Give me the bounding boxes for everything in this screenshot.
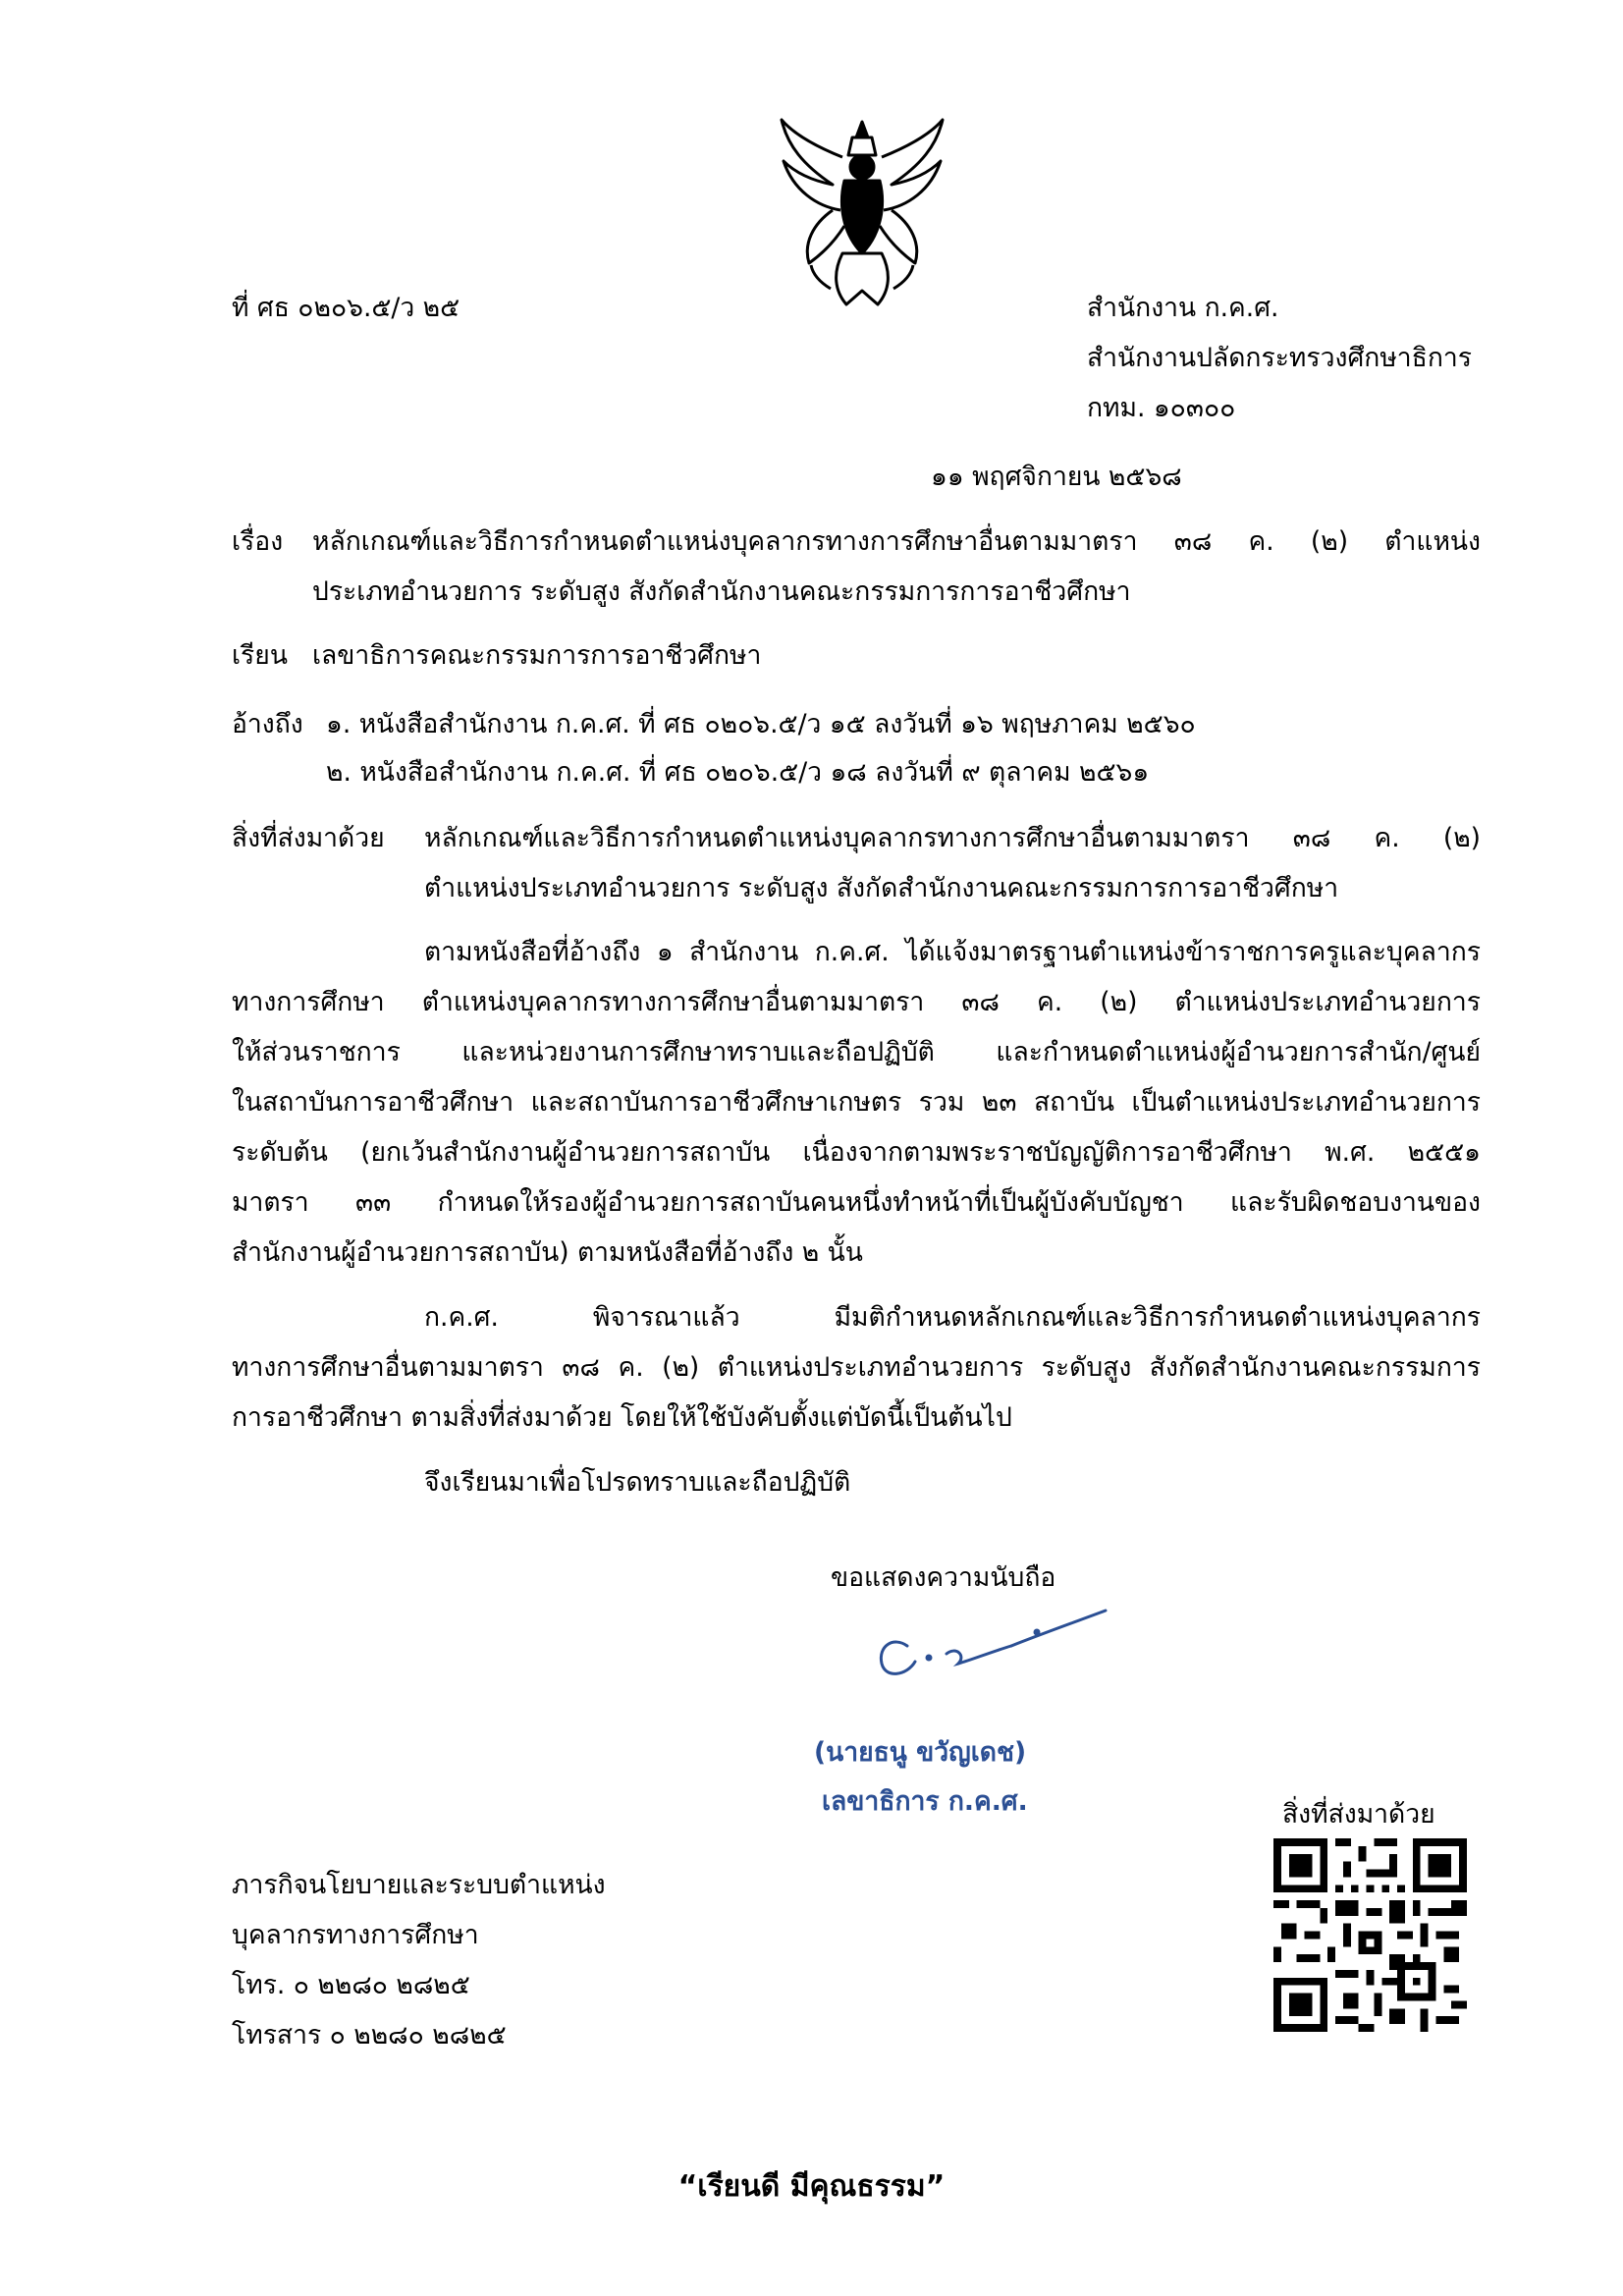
sender-ministry: สำนักงานปลัดกระทรวงศึกษาธิการ [1087, 343, 1473, 373]
signature-icon [864, 1603, 1109, 1691]
qr-code-icon [1273, 1838, 1467, 2032]
enclosure-label: สิ่งที่ส่งมาด้วย [232, 823, 385, 853]
contact-division-2: บุคลากรทางการศึกษา [232, 1920, 479, 1950]
sender-postcode: กทม. ๑๐๓๐๐ [1087, 393, 1236, 423]
subject-label: เรื่อง [232, 526, 284, 557]
document-number: ที่ ศธ ๐๒๐๖.๕/ว ๒๕ [232, 293, 460, 323]
body-paragraph-2-line: ก.ค.ศ. พิจารณาแล้ว มีมติกำหนดหลักเกณฑ์และวิธีการกำหนดตำแหน่งบุคลากร [424, 1302, 1481, 1333]
body-paragraph-1-line: ทางการศึกษา ตำแหน่งบุคลากรทางการศึกษาอื่นตามมาตรา ๓๘ ค. (๒) ตำแหน่งประเภทอำนวยการ [232, 987, 1481, 1017]
signer-title: เลขาธิการ ก.ค.ศ. [822, 1786, 1028, 1817]
body-paragraph-2-line: ทางการศึกษาอื่นตามมาตรา ๓๘ ค. (๒) ตำแหน่งประเภทอำนวยการ ระดับสูง สังกัดสำนักงานคณะกรรมการ [232, 1352, 1481, 1383]
qr-caption: สิ่งที่ส่งมาด้วย [1282, 1799, 1435, 1830]
body-paragraph-1-line: มาตรา ๓๓ กำหนดให้รองผู้อำนวยการสถาบันคนหนึ่งทำหน้าที่เป็นผู้บังคับบัญชา และรับผิดชอบงานของ [232, 1187, 1481, 1218]
enclosure-line-1: หลักเกณฑ์และวิธีการกำหนดตำแหน่งบุคลากรทางการศึกษาอื่นตามมาตรา ๓๘ ค. (๒) [424, 823, 1481, 853]
closing-phrase: ขอแสดงความนับถือ [831, 1562, 1056, 1593]
document-date: ๑๑ พฤศจิกายน ๒๕๖๘ [931, 462, 1182, 492]
to-recipient: เลขาธิการคณะกรรมการการอาชีวศึกษา [312, 640, 762, 671]
body-paragraph-2-line: การอาชีวศึกษา ตามสิ่งที่ส่งมาด้วย โดยให้ใช้บังคับตั้งแต่บัดนี้เป็นต้นไป [232, 1402, 1012, 1433]
enclosure-line-2: ตำแหน่งประเภทอำนวยการ ระดับสูง สังกัดสำนักงานคณะกรรมการการอาชีวศึกษา [424, 873, 1339, 903]
contact-fax: โทรสาร ๐ ๒๒๘๐ ๒๘๒๕ [232, 2020, 507, 2050]
body-paragraph-3: จึงเรียนมาเพื่อโปรดทราบและถือปฏิบัติ [424, 1467, 851, 1498]
slogan: “เรียนดี มีคุณธรรม” [677, 2169, 946, 2204]
body-paragraph-1-line: สำนักงานผู้อำนวยการสถาบัน) ตามหนังสือที่อ้างถึง ๒ นั้น [232, 1237, 863, 1268]
sender-office: สำนักงาน ก.ค.ศ. [1087, 293, 1279, 323]
subject-line-2: ประเภทอำนวยการ ระดับสูง สังกัดสำนักงานคณะกรรมการการอาชีวศึกษา [312, 576, 1131, 607]
body-paragraph-1-line: ให้ส่วนราชการ และหน่วยงานการศึกษาทราบและถือปฏิบัติ และกำหนดตำแหน่งผู้อำนวยการสำนัก/ศูนย์ [232, 1037, 1481, 1067]
garuda-emblem-icon [774, 116, 950, 312]
to-label: เรียน [232, 640, 288, 671]
reference-item-2: ๒. หนังสือสำนักงาน ก.ค.ศ. ที่ ศธ ๐๒๐๖.๕/ว ๑๘ ลงวันที่ ๙ ตุลาคม ๒๕๖๑ [326, 757, 1150, 788]
contact-phone: โทร. ๐ ๒๒๘๐ ๒๘๒๕ [232, 1970, 470, 2000]
contact-division: ภารกิจนโยบายและระบบตำแหน่ง [232, 1870, 606, 1900]
body-paragraph-1-line: ตามหนังสือที่อ้างถึง ๑ สำนักงาน ก.ค.ศ. ได้แจ้งมาตรฐานตำแหน่งข้าราชการครูและบุคลากร [424, 937, 1481, 967]
signer-name: (นายธนู ขวัญเดช) [814, 1737, 1027, 1768]
subject-line-1: หลักเกณฑ์และวิธีการกำหนดตำแหน่งบุคลากรทางการศึกษาอื่นตามมาตรา ๓๘ ค. (๒) ตำแหน่ง [312, 526, 1481, 557]
reference-item-1: ๑. หนังสือสำนักงาน ก.ค.ศ. ที่ ศธ ๐๒๐๖.๕/ว ๑๕ ลงวันที่ ๑๖ พฤษภาคม ๒๕๖๐ [326, 709, 1196, 739]
reference-label: อ้างถึง [232, 709, 303, 739]
body-paragraph-1-line: ในสถาบันการอาชีวศึกษา และสถาบันการอาชีวศึกษาเกษตร รวม ๒๓ สถาบัน เป็นตำแหน่งประเภทอำนวยการ [232, 1087, 1481, 1118]
body-paragraph-1-line: ระดับต้น (ยกเว้นสำนักงานผู้อำนวยการสถาบัน เนื่องจากตามพระราชบัญญัติการอาชีวศึกษา พ.ศ. ๒๕๕๑ [232, 1137, 1481, 1168]
